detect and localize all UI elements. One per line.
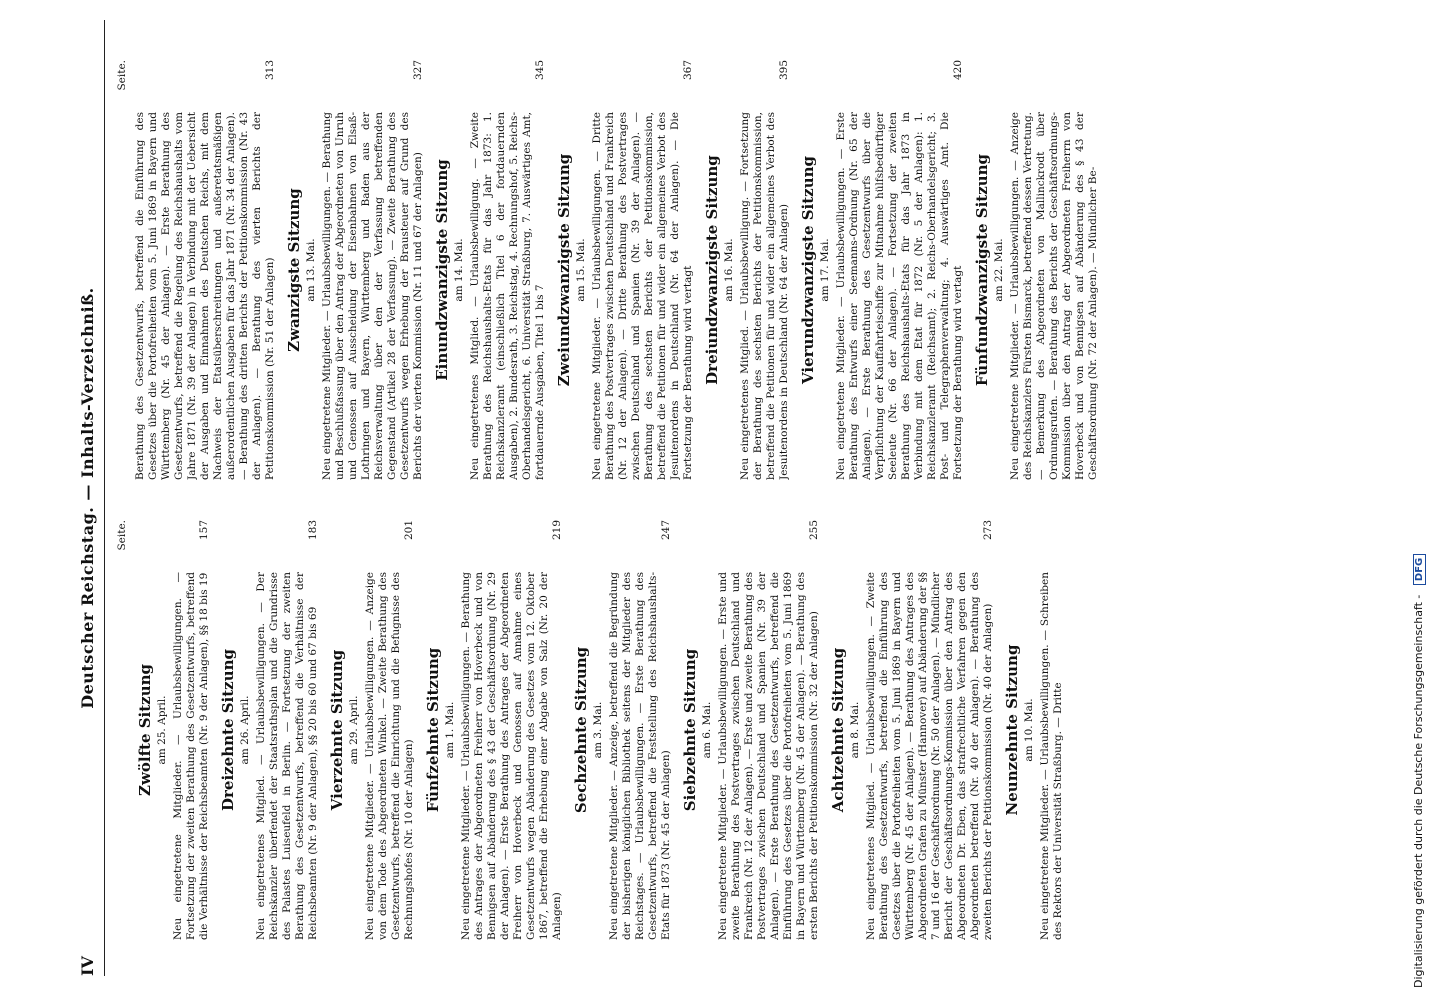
page-ref: 201: [403, 520, 415, 541]
summary-text: Neu eingetretene Mitglieder. — Urlaubsbewilligungen. — Erste und zweite Berathung des Postvertrages zwischen Deutschland und Frankreich (Nr. 12 der Anlagen). — Erste und zweite Berathung des Postvertrages zwischen Deutschland und Spanien (Nr. 39 der Anlagen). — Erste Berathung des Gesetzentwurfs, betreffend die Einführung des Gesetzes über die Portofreiheiten vom 5. Juni 1869 in Bayern und Württemberg (Nr. 45 der Anlagen). — Berathung des ersten Berichts der Petitionskommission (Nr. 32 der Anlagen): [717, 572, 820, 940]
session-summary: [835, 60, 965, 480]
session-date: am 13. Mai.: [305, 238, 317, 302]
session-summary: [717, 520, 821, 940]
session-title: Sechzehnte Sitzung: [572, 646, 590, 814]
session-date: am 10. Mai.: [1023, 698, 1035, 762]
summary-text: Neu eingetretenes Mitglied. — Urlaubsbewilligungen. — Zweite Berathung des Gesetzentwurfs, betreffend die Einführung des Gesetzes über die Portofreiheiten vom 5. Juni 1869 in Bayern und Württemberg (Nr. 45 der Anlagen). — Berathung des Antrages des Abgeordneten Grafen zu Münster (Hannover) auf Abänderung der §§ 7 und 16 der Geschäftsordnung (Nr. 50 der Anlagen). — Mündlicher Bericht der Geschäftsordnungs-Kommission über den Antrag des Abgeordneten Dr. Eben, das strafrechtliche Verfahren gegen den Abgeordneten betreffend (Nr. 40 der Anlagen). — Berathung des zweiten Berichts der Petitionskommission (Nr. 40 der Anlagen): [865, 572, 994, 940]
seite-label: Seite.: [116, 60, 128, 91]
page-ref: 247: [660, 520, 672, 541]
session-entry: [134, 60, 277, 480]
session-entry: [1003, 520, 1065, 940]
page-ref: 157: [198, 520, 210, 541]
page-number: IV: [78, 956, 97, 976]
session-entry: [219, 520, 320, 940]
page-ref: 345: [534, 60, 546, 81]
page-ref: 367: [682, 60, 694, 81]
session-summary: [134, 60, 277, 480]
session-title: Dreizehnte Sitzung: [219, 649, 237, 811]
summary-text: Neu eingetretenes Mitglied. — Urlaubsbewilligungen. — Der Reichskanzler überfendet der Staatsrathsplan und die Grundrisse des Palastes Luiseufeld in Berlin. — Fortsetzung der zweiten Berathung des Gesetzentwurfs, betreffend die Verhältnisse der Reichsbeamten (Nr. 9 der Anlagen), §§ 20 bis 60 und 67 bis 69: [255, 572, 319, 940]
session-entry: [572, 520, 673, 940]
session-title: Zwölfte Sitzung: [136, 664, 154, 796]
summary-text: Neu eingetretene Mitglieder. — Urlaubsbewilligungen. — Berathung des Antrages der Abgeordneten Freiherr von Hoverbeck und von Bennigsen auf Abänderung des § 43 der Geschäftsordnung (Nr. 29 der Anlagen). — Erste Berathung des Antrages der Abgeordneten Freiherr von Hoverbeck und Genossen auf Annahme eines Gesetzentwurfs wegen Abänderung des Gesetzes vom 12. Oktober 1867, betreffend die Erhebung einer Abgabe von Salz (Nr. 20 der Anlagen): [460, 572, 563, 940]
session-summary: [865, 520, 995, 940]
session-summary: [321, 60, 425, 480]
right-sessions: [134, 60, 1100, 480]
session-summary: [255, 520, 320, 940]
session-summary: [1039, 520, 1065, 940]
session-date: am 25. April.: [156, 695, 168, 765]
summary-text: Neu eingetretene Mitglieder. — Urlaubsbewilligungen. — Berathung und Beschlußfassung über den Antrag der Abgeordneten von Unruh und Genossen auf Ausscheidung der Eisenbahnen von Elsaß-Lothringen und Bayern, Württemberg und Baden aus der Reichsverwaltung über den der Verfassung betreffenden Gegenstand (Artikel 28 der Verfassung). — Zweite Berathung des Gesetzentwurfs wegen Erhebung der Brausteuer auf Grund des Berichts der vierten Kommission (Nr. 11 und 67 der Anlagen): [321, 112, 424, 480]
session-title: Neunzehnte Sitzung: [1003, 644, 1021, 816]
session-date: am 6. Mai.: [701, 701, 713, 759]
left-column: [112, 520, 1412, 940]
session-date: am 29. April.: [348, 695, 360, 765]
session-entry: [829, 520, 995, 940]
page-ref: 420: [952, 60, 964, 81]
session-entry: [285, 60, 425, 480]
summary-text: Neu eingetretene Mitglieder. — Urlaubsbewilligungen. — Schreiben des Rektors der Universität Straßburg. — Dritte: [1039, 572, 1064, 940]
session-date: am 1. Mai.: [444, 701, 456, 759]
summary-text: Neu eingetretene Mitglieder. — Urlaubsbewilligungen. — Erste Berathung des Entwurfs einer Seemanns-Ordnung (Nr. 65 der Anlagen). — Erste Berathung des Gesetzentwurfs über die Verpflichtung der Kauffahrteischiffe zur Mitnahme hülfsbedürftiger Seeleute (Nr. 66 der Anlagen). — Fortsetzung der zweiten Berathung des Reichshaushalts-Etats für das Jahr 1873 in Verbindung mit dem Etat für 1872 (Nr. 5 der Anlagen): 1. Reichskanzleramt (Reichsamt); 2. Reichs-Oberhandelsgericht; 3. Post- und Telegraphenverwaltung; 4. Auswärtiges Amt. Die Fortsetzung der Berathung wird vertagt: [835, 112, 964, 480]
summary-text: Neu eingetretenes Mitglied. — Urlaubsbewilligung. — Fortsetzung der Berathung des sechsten Berichts der Petitionskommission, betreffend die Petitionen für und wider ein allgemeines Verbot des Jesuitenordens in Deutschland (Nr. 64 der Anlagen): [739, 112, 790, 480]
summary-text: Neu eingetretenes Mitglied. — Urlaubsbewilligung. — Zweite Berathung des Reichshaushalts-Etats für das Jahr 1873: 1. Reichskanzleramt (einschließlich Titel 6 der fortdauernden Ausgaben), 2. Bundesrath, 3. Reichstag, 4. Rechnungshof, 5. Reichs-Oberhandelsgericht, 6. Universität Straßburg, 7. Auswärtiges Amt, fortdauernde Ausgaben, Titel 1 bis 7: [469, 112, 546, 480]
summary-text: Neu eingetretene Mitglieder. — Urlaubsbewilligungen. — Anzeige des Reichskanzlers Fürsten Bismarck, betreffend dessen Vertretung. — Bemerkung des Abgeordneten von Mallinckrodt über Ordnungsrufen. — Berathung des Berichts der Geschäftsordnungs-Kommission über den Antrag der Abgeordneten Freiherrn von Hoverbeck und von Bennigsen auf Abänderung des § 43 der Geschäftsordnung (Nr. 72 der Anlagen). — Mündlicher Be-: [1009, 112, 1099, 480]
session-summary: [364, 520, 416, 940]
summary-text: Neu eingetretene Mitglieder. — Urlaubsbewilligungen. — Dritte Berathung des Postvertrages zwischen Deutschland und Frankreich (Nr. 12 der Anlagen). — Dritte Berathung des Postvertrages zwischen Deutschland und Spanien (Nr. 39 der Anlagen). — Berathung des sechsten Berichts der Petitionskommission, betreffend die Petitionen für und wider ein allgemeines Verbot des Jesuitenordens in Deutschland (Nr. 64 der Anlagen). — Die Fortsetzung der Berathung wird vertagt: [591, 112, 694, 480]
session-date: am 15. Mai.: [575, 238, 587, 302]
session-date: am 14. Mai.: [453, 238, 465, 302]
session-summary: [1009, 60, 1100, 480]
session-title: Fünfundzwanzigste Sitzung: [973, 153, 991, 387]
session-entry: [681, 520, 821, 940]
session-summary: [739, 60, 791, 480]
session-entry: [136, 520, 211, 940]
session-date: am 8. Mai.: [849, 701, 861, 759]
session-title: Fünfzehnte Sitzung: [424, 647, 442, 813]
session-title: Dreiundzwanzigste Sitzung: [703, 155, 721, 385]
session-entry: [703, 60, 791, 480]
session-title: Vierzehnte Sitzung: [328, 649, 346, 811]
page-ref: 255: [808, 520, 820, 541]
session-summary: [172, 520, 211, 940]
dfg-notice-text: Digitalisierung gefördert durch die Deutsche Forschungsgemeinschaft -: [1412, 594, 1425, 988]
page-ref: 273: [982, 520, 994, 541]
running-title: Deutscher Reichstag. — Inhalts-Verzeichniß.: [78, 287, 97, 709]
session-title: Zwanzigste Sitzung: [285, 188, 303, 352]
session-entry: [973, 60, 1100, 480]
session-entry: [799, 60, 965, 480]
session-summary: [460, 520, 564, 940]
page-header: [72, 20, 104, 976]
session-date: am 17. Mai.: [819, 238, 831, 302]
dfg-notice: [1406, 0, 1432, 1000]
summary-text: Neu eingetretene Mitglieder. — Anzeige, betreffend die Begründung der bisherigen königlichen Bibliothek seitens der Mitglieder des Reichstages. — Urlaubsbewilligungen. — Erste Berathung des Gesetzentwurfs, betreffend die Feststellung des Reichshaushalts-Etats für 1873 (Nr. 45 der Anlagen): [608, 572, 672, 940]
session-summary: [591, 60, 695, 480]
left-sessions: [136, 520, 1065, 940]
page-ref: 183: [307, 520, 319, 541]
page-ref: 313: [264, 60, 276, 81]
session-date: am 16. Mai.: [723, 238, 735, 302]
session-entry: [555, 60, 695, 480]
session-summary: [608, 520, 673, 940]
session-summary: [469, 60, 547, 480]
seite-label: Seite.: [116, 520, 128, 551]
session-entry: [424, 520, 564, 940]
session-entry: [433, 60, 547, 480]
session-entry: [328, 520, 416, 940]
page-ref: 327: [412, 60, 424, 81]
page-ref: 395: [778, 60, 790, 81]
right-column: [112, 60, 1412, 480]
summary-text: Neu eingetretene Mitglieder. — Urlaubsbewilligungen. — Anzeige von dem Tode des Abgeordneten Winkel. — Zweite Berathung des Gesetzentwurfs, betreffend die Einrichtung und die Befugnisse des Rechnungshofes (Nr. 10 der Anlagen): [364, 572, 415, 940]
session-title: Siebzehnte Sitzung: [681, 648, 699, 812]
page-ref: 219: [551, 520, 563, 541]
session-date: am 3. Mai.: [592, 701, 604, 759]
session-title: Zweiundzwanzigste Sitzung: [555, 153, 573, 387]
session-title: Achtzehnte Sitzung: [829, 647, 847, 813]
dfg-logo: DFG: [1413, 554, 1426, 585]
session-title: Vierundzwanzigste Sitzung: [799, 156, 817, 384]
session-date: am 26. April.: [239, 695, 251, 765]
summary-text: Berathung des Gesetzentwurfs, betreffend die Einführung des Gesetzes über die Portofreiheiten vom 5. Juni 1869 in Bayern und Württemberg (Nr. 45 der Anlagen). — Erste Berathung des Gesetzentwurfs, betreffend die Regelung des Reichshaushalts vom Jahre 1871 (Nr. 39 der Anlagen) in Verbindung mit der Uebersicht der Ausgaben und Einnahmen des Deutschen Reichs, mit dem Nachweis der Etatsüberschreitungen und außeretatsmäßigen außerordentlichen Ausgaben für das Jahr 1871 (Nr. 34 der Anlagen). — Berathung des dritten Berichts der Petitionskommission (Nr. 43 der Anlagen). — Berathung des vierten Berichts der Petitionskommission (Nr. 51 der Anlagen): [134, 112, 276, 480]
summary-text: Neu eingetretene Mitglieder. — Urlaubsbewilligungen. — Fortsetzung der zweiten Berathung des Gesetzentwurfs, betreffend die Verhältnisse der Reichsbeamten (Nr. 9 der Anlagen), §§ 18 bis 19: [172, 572, 210, 940]
header-rule: [104, 20, 105, 976]
session-date: am 22. Mai.: [993, 238, 1005, 302]
session-title: Einundzwanzigste Sitzung: [433, 159, 451, 381]
